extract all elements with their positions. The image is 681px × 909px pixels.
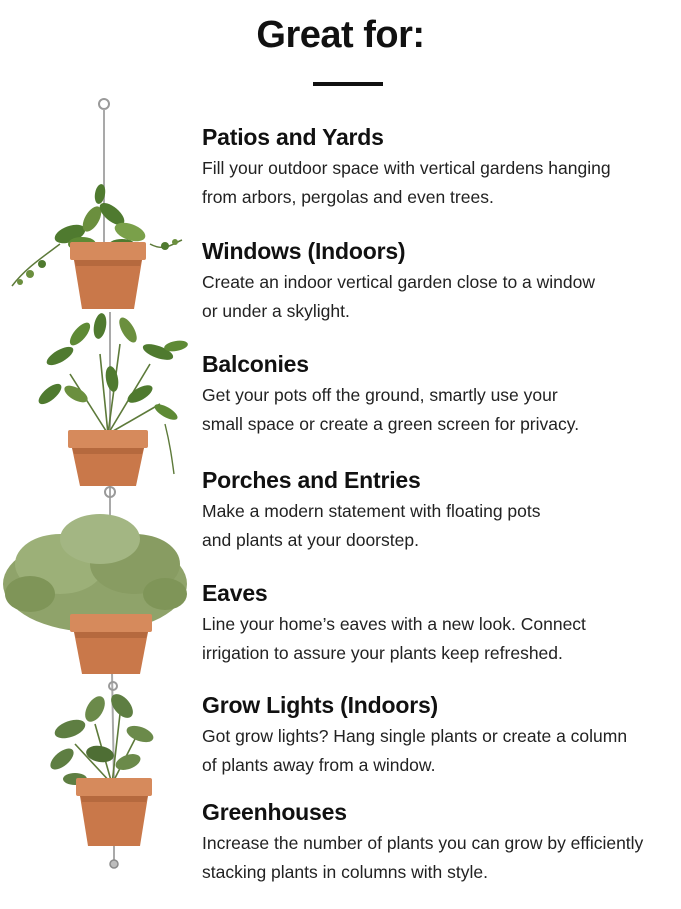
page-title: Great for: [256, 14, 425, 56]
section-greenhouses [202, 797, 677, 887]
title-divider [313, 82, 383, 86]
section-porches-and-entries [202, 465, 677, 555]
pot-2 [68, 430, 148, 486]
section-heading: Grow Lights (Indoors) [202, 692, 438, 718]
section-eaves [202, 578, 677, 668]
hanging-pots-illustration [0, 94, 200, 874]
section-body: Get your pots off the ground, smartly use your small space or create a green screen for privacy. [202, 385, 580, 434]
section-heading: Windows (Indoors) [202, 238, 406, 264]
plant-4-foliage [47, 690, 156, 785]
hanging-pots-image [0, 94, 200, 874]
section-body: Line your home’s eaves with a new look. Connect irrigation to assure your plants keep refreshed. [202, 614, 586, 663]
pot-3 [70, 614, 152, 674]
section-body: Create an indoor vertical garden close to a window or under a skylight. [202, 272, 595, 321]
section-balconies [202, 349, 677, 439]
pot-4 [76, 778, 152, 846]
section-patios-and-yards [202, 122, 677, 212]
section-grow-lights-indoors [202, 690, 677, 780]
section-body: Fill your outdoor space with vertical gardens hanging from arbors, pergolas and even trees. [202, 158, 611, 207]
section-heading: Porches and Entries [202, 467, 421, 493]
section-windows-indoors [202, 236, 677, 326]
section-body: Increase the number of plants you can grow by efficiently stacking plants in columns with style. [202, 833, 644, 882]
section-heading: Greenhouses [202, 799, 347, 825]
section-body: Got grow lights? Hang single plants or create a column of plants away from a window. [202, 726, 628, 775]
pot-1 [70, 242, 146, 309]
section-heading: Balconies [202, 351, 309, 377]
section-heading: Eaves [202, 580, 268, 606]
section-body: Make a modern statement with floating pots and plants at your doorstep. [202, 501, 541, 550]
section-heading: Patios and Yards [202, 124, 384, 150]
